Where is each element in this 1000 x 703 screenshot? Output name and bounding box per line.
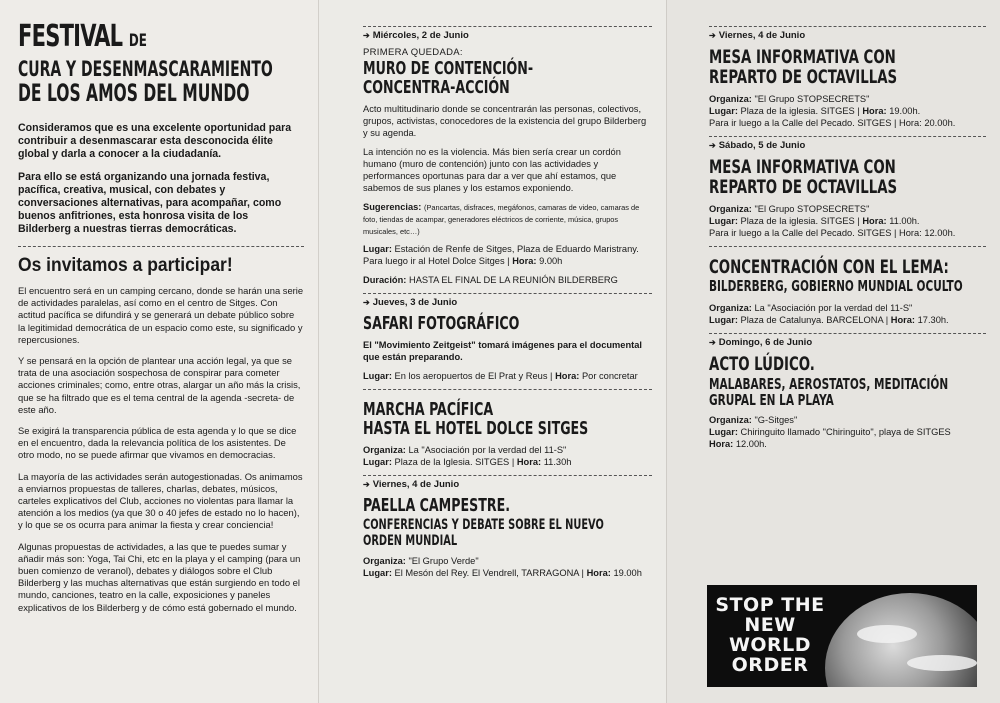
sug-text: (Pancartas, disfraces, megáfonos, camaras de video, camaras de foto, tiendas de acampar, generadores eléctricos de corriente, música, grupos musicales, etc…) — [363, 203, 640, 236]
arrow-icon: ➔ — [709, 338, 716, 347]
intro — [18, 122, 304, 236]
logo-line: WORLD — [728, 634, 812, 656]
intro-paragraph: Consideramos que es una excelente oportunidad para contribuir a desenmascarar esta desconocida élite global y darla a conocer a la ciudadanía. — [18, 122, 292, 160]
stop-nwo-logo — [707, 585, 977, 687]
date-label: Miércoles, 2 de Junio — [372, 30, 469, 41]
org-text: "El Grupo STOPSECRETS" — [754, 94, 870, 104]
event-org — [709, 93, 986, 105]
date-bar — [709, 26, 986, 41]
event-title: MARCHA PACÍFICA — [363, 399, 494, 420]
place-text: Chiringuito llamado "Chiringuito", playa de SITGES — [740, 427, 951, 437]
left-panel — [0, 0, 318, 703]
event-title: CONCENTRA-ACCIÓN — [363, 77, 510, 98]
place-text: Plaza de la Iglesia. SITGES | — [394, 457, 515, 467]
org-text: "El Grupo Verde" — [408, 556, 479, 566]
event-title: MURO DE CONTENCIÓN- — [363, 58, 534, 79]
place-label: Lugar: — [363, 244, 392, 254]
event-org — [363, 444, 652, 456]
org-label: Organiza: — [709, 415, 752, 425]
time-text: Por concretar — [581, 371, 638, 381]
event-title: REPARTO DE OCTAVILLAS — [709, 176, 898, 198]
event-title: MESA INFORMATIVA CON — [709, 46, 896, 68]
org-label: Organiza: — [709, 94, 752, 104]
org-label: Organiza: — [709, 303, 752, 313]
right-panel — [666, 0, 1000, 703]
event-safari — [363, 314, 652, 382]
org-text: La "Asociación por la verdad del 11-S" — [754, 303, 913, 313]
logo-line: STOP THE — [715, 594, 825, 616]
place-label: Lugar: — [363, 371, 392, 381]
event-paella — [363, 496, 652, 579]
event-title: CONCENTRACIÓN CON EL LEMA: — [709, 256, 949, 278]
body-text — [18, 285, 304, 614]
event-org — [709, 414, 986, 426]
date-bar — [363, 293, 652, 308]
date-bar — [709, 136, 986, 151]
event-muro — [363, 47, 652, 286]
title-line2: CURA Y DESENMASCARAMIENTO — [18, 57, 273, 81]
place-label: Lugar: — [709, 106, 738, 116]
place-label: Lugar: — [709, 216, 738, 226]
time-label: Hora: — [512, 256, 537, 266]
body-paragraph: El encuentro será en un camping cercano, donde se harán una serie de actividades paralelas, así como en el centro de Sitges. Con actitud pacífica se difundirá y se generará un debate público sobre la legitimidad democrática de un espacio como este, su significado y repercusiones. — [18, 285, 304, 345]
time-text: 19.00h — [613, 568, 642, 578]
event-title: SAFARI FOTOGRÁFICO — [363, 313, 520, 334]
event-org — [709, 203, 986, 215]
date-label: Domingo, 6 de Junio — [718, 337, 813, 348]
event-mesa-viernes — [709, 47, 986, 129]
event-mesa-sabado — [709, 157, 986, 239]
time-text: 9.00h — [539, 256, 563, 266]
date-label: Jueves, 3 de Junio — [372, 297, 458, 308]
date-label: Viernes, 4 de Junio — [372, 479, 460, 490]
event-time — [709, 438, 986, 450]
place-text: Plaza de la iglesia. SITGES | — [740, 216, 860, 226]
body-paragraph: Y se pensará en la opción de plantear una acción legal, ya que se trata de una asociación sospechosa de conspirar para cometer acciones criminales; como, entre otras, alargar un año más la crisis, que se ha filtrado que es el tema central de la agenda -secreta- de este año. — [18, 355, 301, 415]
org-label: Organiza: — [363, 445, 406, 455]
arrow-icon: ➔ — [363, 480, 370, 489]
middle-panel — [318, 0, 666, 703]
time-label: Hora: — [890, 315, 916, 325]
logo-text — [715, 595, 825, 675]
event-title: MESA INFORMATIVA CON — [709, 156, 896, 178]
event-place — [363, 370, 652, 382]
event-title: ACTO LÚDICO. — [709, 353, 815, 375]
title-line3: DE LOS AMOS DEL MUNDO — [18, 79, 250, 107]
event-org — [709, 302, 986, 314]
body-paragraph: La mayoría de las actividades serán autogestionadas. Os animamos a enviarnos propuestas de talleres, charlas, debates, músicos, carteles explicativos del Club, acciones no violentas para llamar la atención a los medios (ya que 30 o 40 jefes de estado no lo hacen), y lo que se os ocurra para animar la fiesta y crear conciencia! — [18, 470, 303, 531]
duration-text: HASTA EL FINAL DE LA REUNIÓN BILDERBERG — [408, 275, 618, 285]
body-paragraph: Se exigirá la transparencia pública de esta agenda y lo que se dice en el encuentro, dada la relevancia política de los asistentes. De otro modo, no se puede afirmar que vivamos en democracias. — [18, 425, 297, 461]
arrow-icon: ➔ — [363, 298, 370, 307]
place-text: Plaza de Catalunya. BARCELONA | — [740, 315, 889, 325]
event-place — [363, 456, 652, 468]
event-pre: PRIMERA QUEDADA: — [363, 47, 463, 58]
event-after: Para ir luego a la Calle del Pecado. SITGES | Hora: 12.00h. — [709, 228, 956, 238]
title-de: DE — [128, 31, 147, 51]
event-place — [709, 426, 986, 438]
event-place — [363, 243, 652, 267]
date-bar — [363, 475, 652, 490]
place-text: En los aeropuertos de El Prat y Reus | — [394, 371, 553, 381]
time-label: Hora: — [862, 106, 887, 116]
invite-heading: Os invitamos a participar! — [18, 255, 233, 276]
event-subtitle: ORDEN MUNDIAL — [363, 533, 458, 549]
org-text: "El Grupo STOPSECRETS" — [754, 204, 870, 214]
arrow-icon: ➔ — [363, 31, 370, 40]
date-bar — [709, 333, 986, 348]
event-place — [709, 215, 986, 227]
place-label: Lugar: — [709, 315, 738, 325]
event-title: REPARTO DE OCTAVILLAS — [709, 66, 898, 88]
place-text: Plaza de la iglesia. SITGES | — [740, 106, 860, 116]
event-title: HASTA EL HOTEL DOLCE SITGES — [363, 418, 589, 439]
event-subtitle: MALABARES, AEROSTATOS, MEDITACIÓN — [709, 375, 949, 393]
event-subtitle: BILDERBERG, GOBIERNO MUNDIAL OCULTO — [709, 277, 963, 295]
logo-line: ORDER — [731, 654, 809, 676]
place-text: Estación de Renfe de Sitges, Plaza de Eduardo Maristrany. Para luego ir al Hotel Dolce Sitges | — [363, 244, 639, 266]
arrow-icon: ➔ — [709, 141, 716, 150]
event-after: Para ir luego a la Calle del Pecado. SITGES | Hora: 20.00h. — [709, 118, 956, 128]
event-subtitle: GRUPAL EN LA PLAYA — [709, 391, 834, 409]
divider — [18, 246, 304, 247]
event-place — [709, 314, 986, 326]
event-place — [363, 567, 652, 579]
date-bar — [363, 26, 652, 41]
cloud-icon — [907, 655, 977, 671]
divider — [363, 389, 652, 390]
cloud-icon — [857, 625, 917, 643]
event-acto-ludico — [709, 354, 986, 450]
event-duration — [363, 274, 652, 286]
time-label: Hora: — [555, 371, 580, 381]
title-main: FESTIVAL — [18, 19, 123, 54]
org-label: Organiza: — [709, 204, 752, 214]
event-marcha — [363, 400, 652, 468]
event-org — [363, 555, 652, 567]
event-title: PAELLA CAMPESTRE. — [363, 495, 511, 516]
place-text: El Mesón del Rey. El Vendrell, TARRAGONA | — [394, 568, 584, 578]
event-desc: Acto multitudinario donde se concentrarán las personas, colectivos, grupos, activistas, conocedores de la existencia del grupo Bilderberg y su agenda. — [363, 104, 647, 138]
org-label: Organiza: — [363, 556, 406, 566]
org-text: La "Asociación por la verdad del 11-S" — [408, 445, 567, 455]
time-text: 12.00h. — [735, 439, 767, 449]
org-text: "G-Sitges" — [754, 415, 798, 425]
place-label: Lugar: — [363, 568, 392, 578]
date-label: Sábado, 5 de Junio — [718, 140, 806, 151]
logo-line: NEW — [744, 614, 796, 636]
event-suggestions — [363, 201, 652, 237]
intro-paragraph: Para ello se está organizando una jornada festiva, pacífica, creativa, musical, con debates y conversaciones alternativas, para acompañar, como buenos anfitriones, esta honrosa visita de los Bilderberg a nuestras tierras democráticas. — [18, 171, 282, 235]
event-subtitle: CONFERENCIAS Y DEBATE SOBRE EL NUEVO — [363, 517, 604, 533]
festival-title — [18, 19, 241, 56]
sug-label: Sugerencias: — [363, 202, 422, 212]
event-desc: El "Movimiento Zeitgeist" tomará imágenes para el documental que están preparando. — [363, 340, 643, 362]
date-label: Viernes, 4 de Junio — [718, 30, 806, 41]
event-place — [709, 105, 986, 117]
body-paragraph: Algunas propuestas de actividades, a las que te puedes sumar y añadir más son: Yoga, Tai Chi, etc en la playa y el camping (para un buen comienzo de veranol), debates y diálogos sobre el Club Bilderberg y las muchas alternativas que están surgiendo en todo el mundo, canciones, teatro en la calle, exposiciones y paneles explicativos de los Bilderberg y de cómo está gobernado el mundo. — [18, 540, 301, 613]
time-label: Hora: — [709, 439, 734, 449]
divider — [709, 246, 986, 247]
time-label: Hora: — [862, 216, 887, 226]
time-label: Hora: — [516, 457, 542, 467]
time-text: 11.00h. — [889, 216, 920, 226]
time-label: Hora: — [586, 568, 611, 578]
time-text: 19.00h. — [889, 106, 921, 116]
event-concentracion — [709, 257, 986, 326]
arrow-icon: ➔ — [709, 31, 716, 40]
place-label: Lugar: — [363, 457, 392, 467]
time-text: 17.30h. — [917, 315, 949, 325]
event-desc: La intención no es la violencia. Más bien sería crear un cordón humano (muro de contención) junto con las actividades y performances oportunas para dar a ver que ahí estamos, que sabemos de sus planes y los estamos exponiendo. — [363, 147, 621, 193]
duration-label: Duración: — [363, 275, 407, 285]
place-label: Lugar: — [709, 427, 738, 437]
time-text: 11.30h — [543, 457, 572, 467]
